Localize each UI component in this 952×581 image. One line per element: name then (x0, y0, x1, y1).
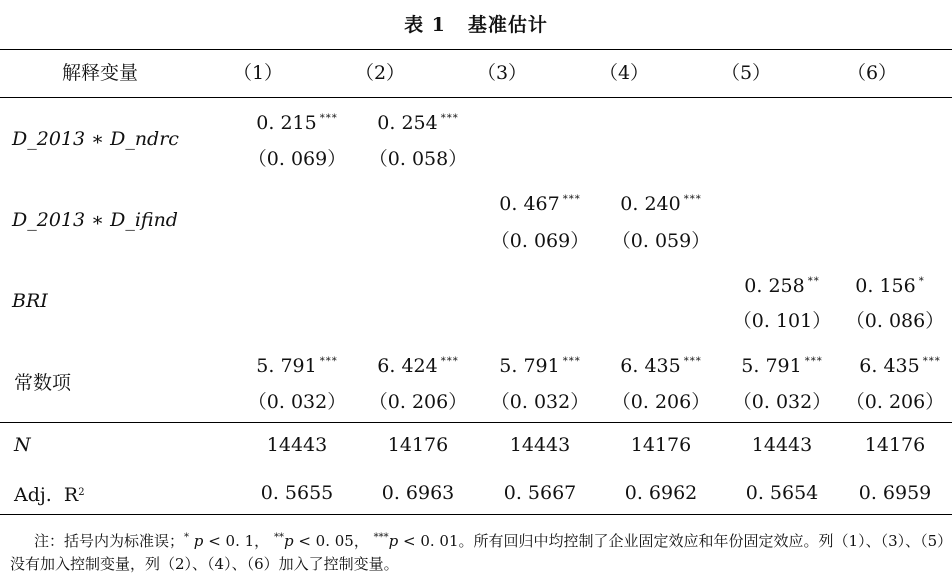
se-const-c2: （0. 206） (368, 391, 468, 413)
body-rule (0, 422, 952, 423)
header-col-3: （3） (476, 62, 528, 84)
adj-c1: 0. 5655 (260, 482, 334, 504)
coef-const-c1: 5. 791 *** (256, 355, 338, 377)
n-c6: 14176 (864, 434, 926, 456)
table-caption (0, 10, 952, 37)
top-rule (0, 49, 952, 50)
table-number: 表 1 (404, 14, 446, 36)
n-c1: 14443 (266, 434, 328, 456)
se-const-c6: （0. 206） (845, 391, 945, 413)
se-ndrc-c2: （0. 058） (368, 148, 468, 170)
header-variable: 解释变量 (61, 62, 139, 84)
adj-c3: 0. 5667 (503, 482, 577, 504)
row-label-bri: BRI (12, 290, 48, 312)
adj-c6: 0. 6959 (858, 482, 932, 504)
table-note: 注：括号内为标准误；* p < 0. 1， **p < 0. 05， ***p < 0. 01。所有回归中均控制了企业固定效应和年份固定效应。列（1）、（3）、（5）没有加入控制变量，列（2）、（4）、（6）加入了控制变量。 (10, 532, 945, 573)
row-label-ndrc: D_2013 ∗ D_ndrc (12, 128, 179, 150)
coef-bri-c6: 0. 156 * (855, 275, 925, 297)
adj-c5: 0. 5654 (745, 482, 819, 504)
adj-c4: 0. 6962 (624, 482, 698, 504)
coef-const-c4: 6. 435 *** (620, 355, 702, 377)
se-const-c1: （0. 032） (247, 391, 347, 413)
coef-ndrc-c1: 0. 215 *** (256, 112, 338, 134)
se-bri-c6: （0. 086） (845, 310, 945, 332)
row-label-ifind: D_2013 ∗ D_ifind (12, 209, 178, 231)
coef-ifind-c4: 0. 240 *** (620, 193, 702, 215)
adj-c2: 0. 6963 (381, 482, 455, 504)
row-label-adj-r2: Adj. $R^2$ (14, 484, 85, 506)
n-c3: 14443 (509, 434, 571, 456)
header-col-5: （5） (720, 62, 772, 84)
coef-const-c2: 6. 424 *** (377, 355, 459, 377)
coef-const-c6: 6. 435 *** (859, 355, 941, 377)
se-const-c3: （0. 032） (490, 391, 590, 413)
header-col-1: （1） (232, 62, 284, 84)
coef-const-c5: 5. 791 *** (741, 355, 823, 377)
coef-bri-c5: 0. 258 ** (744, 275, 820, 297)
header-col-2: （2） (354, 62, 406, 84)
coef-const-c3: 5. 791 *** (499, 355, 581, 377)
n-c5: 14443 (751, 434, 813, 456)
se-const-c5: （0. 032） (732, 391, 832, 413)
se-const-c4: （0. 206） (611, 391, 711, 413)
se-ndrc-c1: （0. 069） (247, 148, 347, 170)
se-bri-c5: （0. 101） (732, 310, 832, 332)
header-rule (0, 97, 952, 98)
header-col-6: （6） (846, 62, 898, 84)
header-col-4: （4） (598, 62, 650, 84)
se-ifind-c3: （0. 069） (490, 230, 590, 252)
se-ifind-c4: （0. 059） (611, 230, 711, 252)
row-label-const: 常数项 (14, 372, 72, 394)
n-c4: 14176 (630, 434, 692, 456)
n-c2: 14176 (387, 434, 449, 456)
table-title: 基准估计 (467, 14, 548, 36)
coef-ifind-c3: 0. 467 *** (499, 193, 581, 215)
row-label-n: N (14, 434, 31, 456)
bottom-rule (0, 514, 952, 515)
coef-ndrc-c2: 0. 254 *** (377, 112, 459, 134)
